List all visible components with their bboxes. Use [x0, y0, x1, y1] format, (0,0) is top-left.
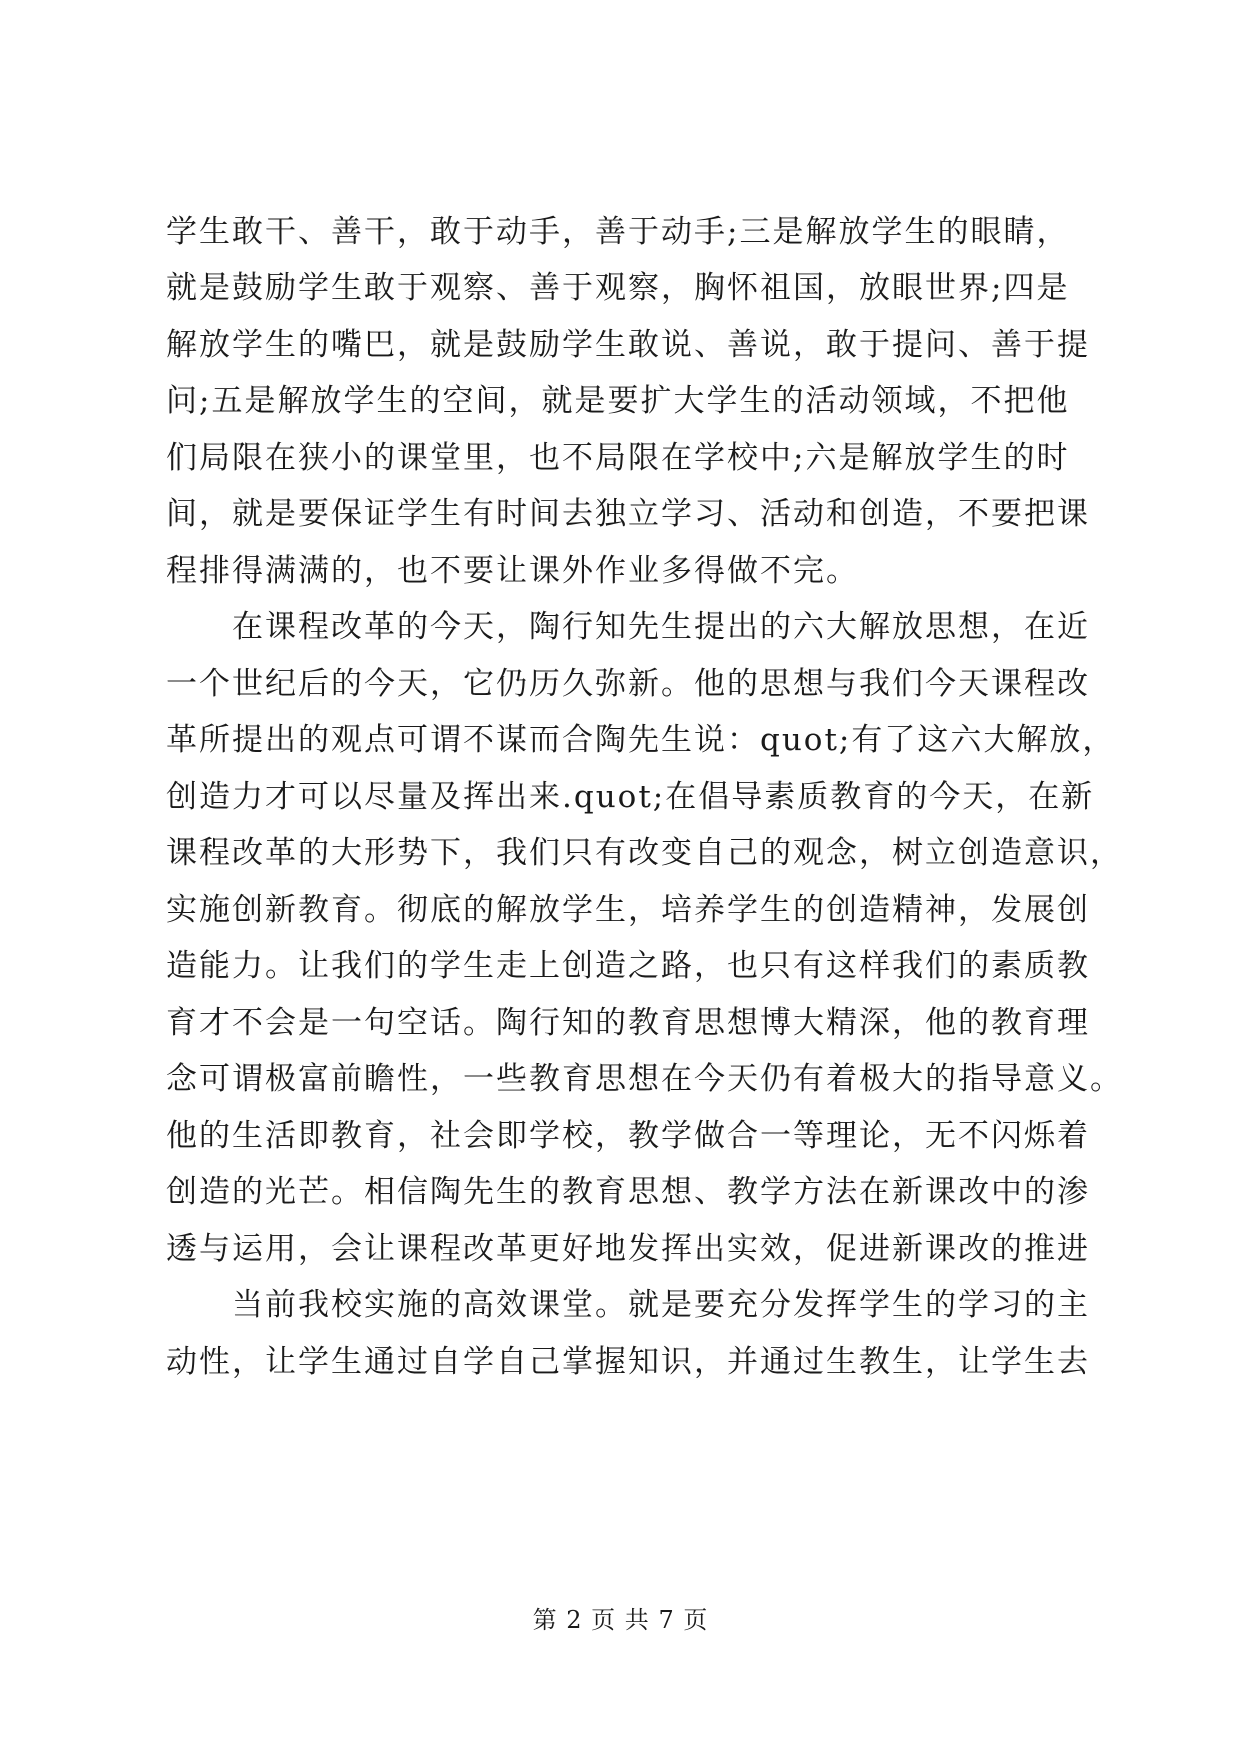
text-line: 动性，让学生通过自学自己掌握知识，并通过生教生，让学生去 — [166, 1344, 1090, 1380]
text-line: 间，就是要保证学生有时间去独立学习、活动和创造，不要把课 — [166, 496, 1090, 532]
text-line: 就是鼓励学生敢于观察、善于观察，胸怀祖国，放眼世界;四是 — [166, 270, 1070, 306]
paragraph-first-line: 在课程改革的今天，陶行知先生提出的六大解放思想，在近 — [232, 609, 1090, 645]
text-line: 们局限在狭小的课堂里，也不局限在学校中;六是解放学生的时 — [166, 440, 1070, 476]
text-line: 问;五是解放学生的空间，就是要扩大学生的活动领域，不把他 — [166, 383, 1070, 419]
text-line: 课程改革的大形势下，我们只有改变自己的观念，树立创造意识， — [166, 835, 1123, 871]
text-line: 一个世纪后的今天，它仍历久弥新。他的思想与我们今天课程改 — [166, 666, 1090, 702]
text-line: 革所提出的观点可谓不谋而合陶先生说：quot;有了这六大解放， — [166, 722, 1116, 758]
page-number-footer: 第 2 页 共 7 页 — [532, 1606, 709, 1634]
text-line: 造能力。让我们的学生走上创造之路，也只有这样我们的素质教 — [166, 948, 1090, 984]
text-line: 念可谓极富前瞻性，一些教育思想在今天仍有着极大的指导意义。 — [166, 1061, 1123, 1097]
text-line: 实施创新教育。彻底的解放学生，培养学生的创造精神，发展创 — [166, 892, 1090, 928]
text-line: 育才不会是一句空话。陶行知的教育思想博大精深，他的教育理 — [166, 1005, 1090, 1041]
text-line: 他的生活即教育，社会即学校，教学做合一等理论，无不闪烁着 — [166, 1118, 1090, 1154]
text-line: 解放学生的嘴巴，就是鼓励学生敢说、善说，敢于提问、善于提 — [166, 327, 1090, 363]
paragraph-first-line: 当前我校实施的高效课堂。就是要充分发挥学生的学习的主 — [232, 1287, 1090, 1323]
text-line: 透与运用，会让课程改革更好地发挥出实效，促进新课改的推进 — [166, 1231, 1090, 1267]
text-line: 学生敢干、善干，敢于动手，善于动手;三是解放学生的眼睛， — [166, 214, 1070, 250]
text-line: 创造的光芒。相信陶先生的教育思想、教学方法在新课改中的渗 — [166, 1174, 1090, 1210]
text-line: 程排得满满的，也不要让课外作业多得做不完。 — [166, 553, 859, 589]
text-line: 创造力才可以尽量及挥出来.quot;在倡导素质教育的今天，在新 — [166, 779, 1095, 815]
